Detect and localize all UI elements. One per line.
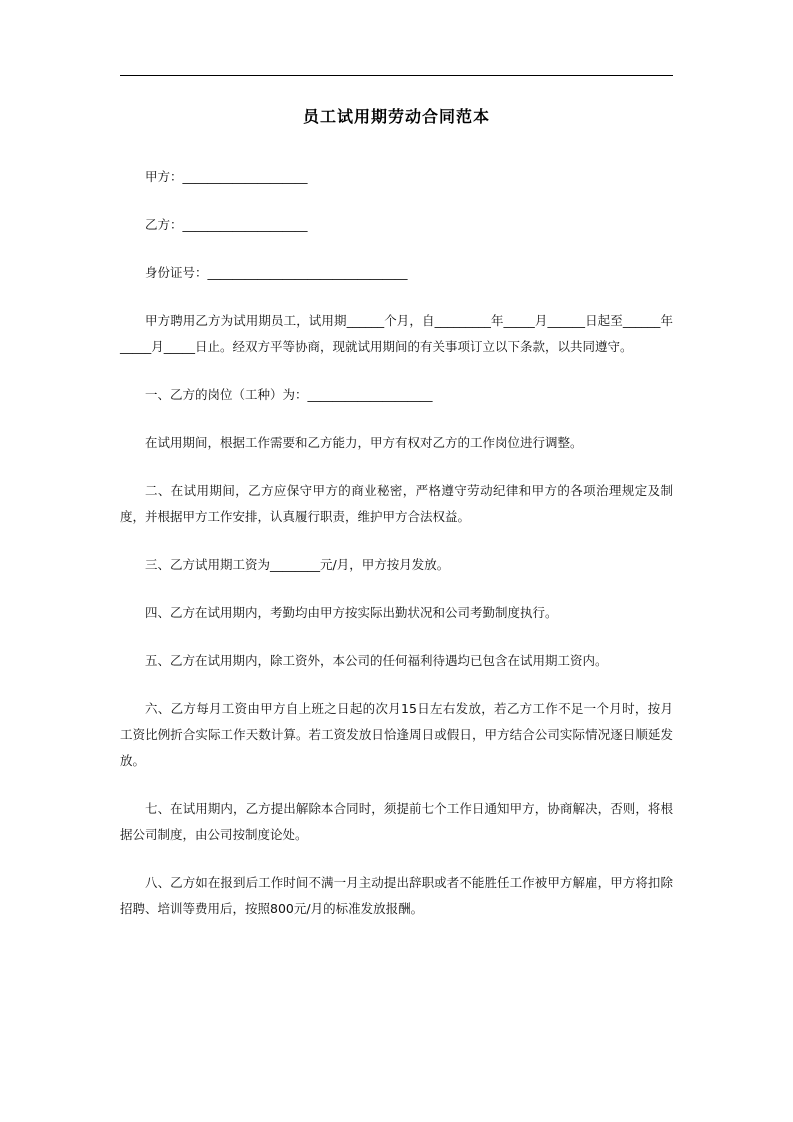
clause-6-payday: 六、乙方每月工资由甲方自上班之日起的次月15日左右发放，若乙方工作不足一个月时，按月工资比例折合实际工作天数计算。若工资发放日恰逢周日或假日，甲方结合公司实际情况逐日顺延发放。 — [120, 701, 673, 768]
party-b-field: 乙方：____________________ — [145, 217, 308, 232]
clause-5-benefits: 五、乙方在试用期内，除工资外，本公司的任何福利待遇均已包含在试用期工资内。 — [145, 653, 608, 668]
header-rule — [120, 75, 673, 76]
clause-7-termination: 七、在试用期内，乙方提出解除本合同时，须提前七个工作日通知甲方，协商解决，否则，将根据公司制度，由公司按制度论处。 — [120, 801, 673, 842]
document-body — [120, 164, 673, 944]
clause-8-resignation: 八、乙方如在报到后工作时间不满一月主动提出辞职或者不能胜任工作被甲方解雇，甲方将扣除招聘、培训等费用后，按照800元/月的标准发放报酬。 — [120, 875, 673, 916]
party-a-field: 甲方：____________________ — [145, 169, 308, 184]
id-number-field: 身份证号：________________________________ — [145, 265, 408, 280]
clause-1-adjustment: 在试用期间，根据工作需要和乙方能力，甲方有权对乙方的工作岗位进行调整。 — [145, 435, 583, 450]
intro-paragraph: 甲方聘用乙方为试用期员工，试用期______个月，自_________年_____月______日起至______年_____月_____日止。经双方平等协商，现就试用期间的有关事项订立以下条款，以共同遵守。 — [120, 313, 673, 354]
clause-2-confidentiality: 二、在试用期间，乙方应保守甲方的商业秘密，严格遵守劳动纪律和甲方的各项治理规定及制度，并根据甲方工作安排，认真履行职责，维护甲方合法权益。 — [120, 483, 673, 524]
document-title: 员工试用期劳动合同范本 — [302, 107, 490, 126]
clause-1-position: 一、乙方的岗位（工种）为：____________________ — [145, 387, 433, 402]
clause-3-salary: 三、乙方试用期工资为________元/月，甲方按月发放。 — [145, 557, 450, 572]
clause-4-attendance: 四、乙方在试用期内，考勤均由甲方按实际出勤状况和公司考勤制度执行。 — [145, 605, 558, 620]
